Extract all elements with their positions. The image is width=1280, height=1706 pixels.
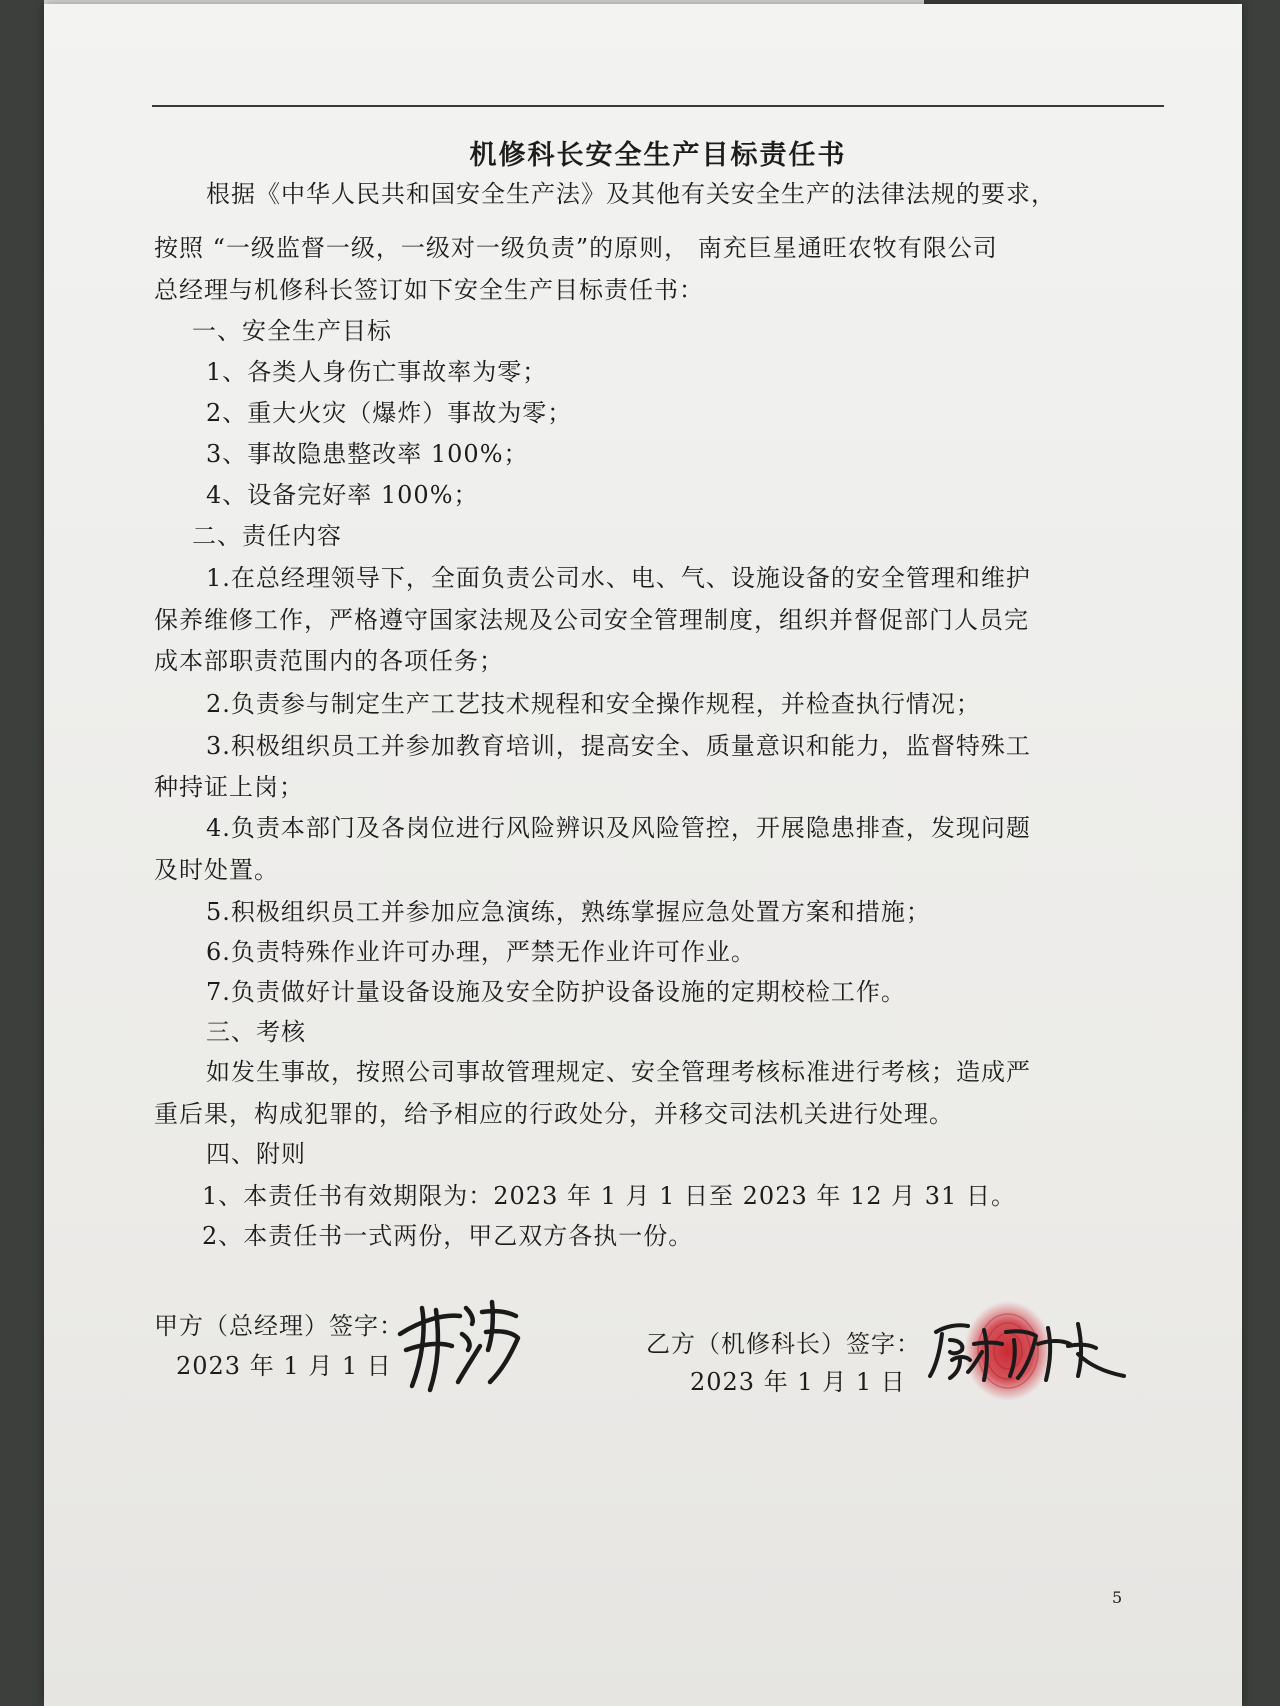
duty-4-line-1: 4.负责本部门及各岗位进行风险辨识及风险管控，开展隐患排查，发现问题 xyxy=(206,814,1031,842)
duty-7: 7.负责做好计量设备设施及安全防护设备设施的定期校检工作。 xyxy=(206,978,906,1006)
goal-item-3: 3、事故隐患整改率 100%； xyxy=(206,440,529,468)
section-heading-duties: 二、责任内容 xyxy=(192,522,342,550)
appendix-item-2: 2、本责任书一式两份，甲乙双方各执一份。 xyxy=(202,1222,694,1250)
appendix-item-1: 1、本责任书有效期限为：2023 年 1 月 1 日至 2023 年 12 月 31 日。 xyxy=(202,1182,1016,1210)
duty-1-line-2: 保养维修工作，严格遵守国家法规及公司安全管理制度，组织并督促部门人员完 xyxy=(154,606,1029,634)
header-rule xyxy=(152,105,1164,107)
intro-line-1: 根据《中华人民共和国安全生产法》及其他有关安全生产的法律法规的要求， xyxy=(206,180,1056,208)
page-number: 5 xyxy=(1112,1588,1123,1607)
party-b-signature xyxy=(928,1310,1128,1390)
duty-3-line-1: 3.积极组织员工并参加教育培训，提高安全、质量意识和能力，监督特殊工 xyxy=(206,732,1031,760)
assessment-line-1: 如发生事故，按照公司事故管理规定、安全管理考核标准进行考核；造成严 xyxy=(206,1058,1031,1086)
document-title: 机修科长安全生产目标责任书 xyxy=(469,140,847,171)
party-b-label: 乙方（机修科长）签字： xyxy=(646,1330,921,1358)
intro-line-3: 总经理与机修科长签订如下安全生产目标责任书： xyxy=(154,276,704,304)
duty-5: 5.积极组织员工并参加应急演练，熟练掌握应急处置方案和措施； xyxy=(206,898,931,926)
duty-1-line-3: 成本部职责范围内的各项任务； xyxy=(154,647,504,675)
party-a-date: 2023 年 1 月 1 日 xyxy=(176,1352,392,1380)
goal-item-1: 1、各类人身伤亡事故率为零； xyxy=(206,358,548,386)
duty-2: 2.负责参与制定生产工艺技术规程和安全操作规程，并检查执行情况； xyxy=(206,690,981,718)
party-b-date: 2023 年 1 月 1 日 xyxy=(690,1368,906,1396)
duty-1-line-1: 1.在总经理领导下，全面负责公司水、电、气、设施设备的安全管理和维护 xyxy=(206,564,1031,592)
intro-line-2: 按照 “一级监督一级，一级对一级负责”的原则， 南充巨星通旺农牧有限公司 xyxy=(154,234,998,262)
goal-item-2: 2、重大火灾（爆炸）事故为零； xyxy=(206,399,573,427)
party-a-label: 甲方（总经理）签字： xyxy=(154,1312,404,1340)
duty-3-line-2: 种持证上岗； xyxy=(154,773,304,801)
party-a-signature xyxy=(392,1290,532,1400)
section-heading-goals: 一、安全生产目标 xyxy=(192,317,392,345)
section-heading-appendix: 四、附则 xyxy=(206,1140,306,1168)
goal-item-4: 4、设备完好率 100%； xyxy=(206,481,479,509)
assessment-line-2: 重后果，构成犯罪的，给予相应的行政处分，并移交司法机关进行处理。 xyxy=(154,1100,954,1128)
section-heading-assessment: 三、考核 xyxy=(206,1018,306,1046)
duty-6: 6.负责特殊作业许可办理，严禁无作业许可作业。 xyxy=(206,938,756,966)
duty-4-line-2: 及时处置。 xyxy=(154,856,279,884)
